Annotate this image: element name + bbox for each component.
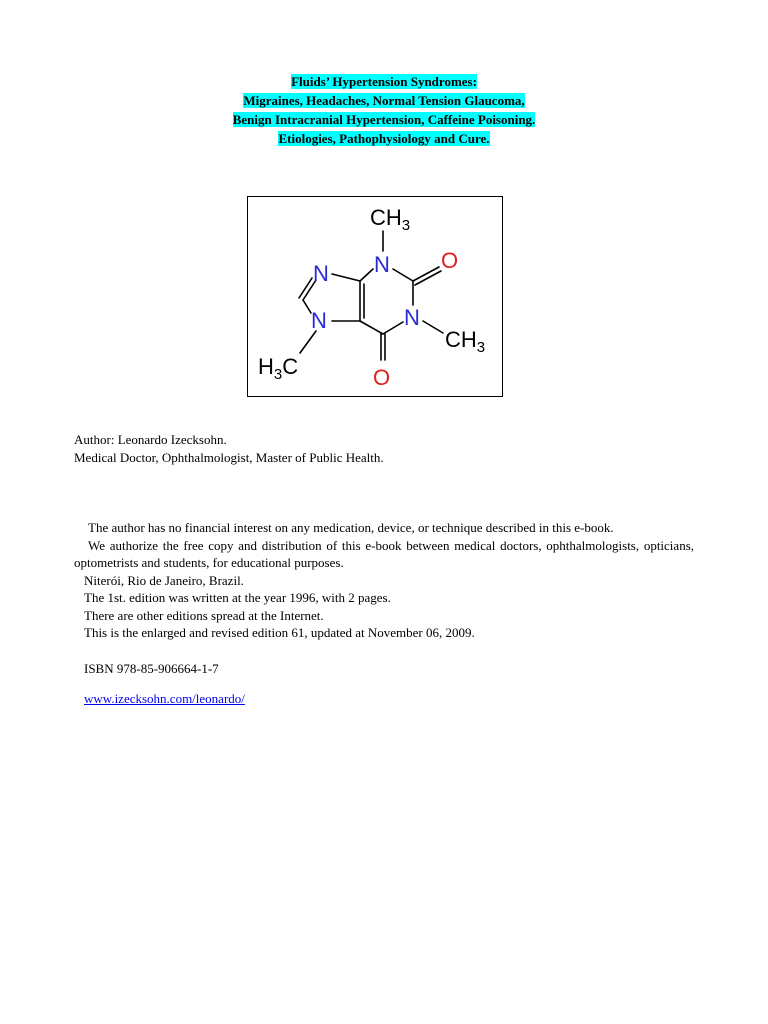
bond-c6-c5 (360, 321, 383, 334)
bond-n-c6 (383, 322, 403, 334)
bond-n7-ch3 (300, 331, 316, 353)
caffeine-structure-diagram (248, 197, 502, 396)
bond-c8-n7 (303, 300, 311, 313)
title-line-2: Migraines, Headaches, Normal Tension Glaucoma, (243, 93, 525, 108)
website-link[interactable]: www.izecksohn.com/leonardo/ (84, 691, 245, 706)
license-paragraph: We authorize the free copy and distribution of this e-book between medical doctors, ophthalmologists, opticians, optometrists and students, for educational purposes. (74, 537, 694, 570)
title-line-4: Etiologies, Pathophysiology and Cure. (278, 131, 490, 146)
atom-o-bottom: O (373, 365, 391, 390)
bond-n-ch3-right (423, 321, 443, 333)
author-info (74, 431, 384, 467)
atom-ch3-right: $CH_3$ (445, 327, 486, 356)
document-title (0, 72, 768, 148)
other-editions-line: There are other editions spread at the Internet. (84, 607, 324, 623)
document-body (74, 519, 694, 708)
disclosure-paragraph: The author has no financial interest on any medication, device, or technique described in this e-book. (88, 520, 614, 535)
caffeine-molecule-figure (247, 196, 503, 397)
atom-o-top: O (441, 248, 459, 273)
title-line-3: Benign Intracranial Hypertension, Caffeine Poisoning. (232, 112, 536, 127)
atom-n9: N (313, 261, 329, 286)
current-edition-line: This is the enlarged and revised edition 61, updated at November 06, 2009. (84, 625, 475, 640)
author-name: Author: Leonardo Izecksohn. (74, 432, 227, 447)
atom-n7: N (311, 308, 327, 333)
atom-h3c: $H_3C$ (258, 354, 299, 383)
author-credentials: Medical Doctor, Ophthalmologist, Master of Public Health. (74, 450, 384, 465)
bond-c4-n9 (332, 274, 360, 281)
atom-n3: N (404, 305, 420, 330)
bond-n-c2 (393, 269, 413, 281)
atom-n1: N (374, 252, 390, 277)
location-line: Niterói, Rio de Janeiro, Brazil. (84, 572, 244, 588)
first-edition-line: The 1st. edition was written at the year 1996, with 2 pages. (84, 590, 391, 605)
bond-c4-n (360, 269, 373, 281)
isbn-number: ISBN 978-85-906664-1-7 (84, 660, 219, 676)
title-line-1: Fluids’ Hypertension Syndromes: (291, 74, 477, 89)
atom-ch3-top: $CH_3$ (370, 205, 411, 234)
